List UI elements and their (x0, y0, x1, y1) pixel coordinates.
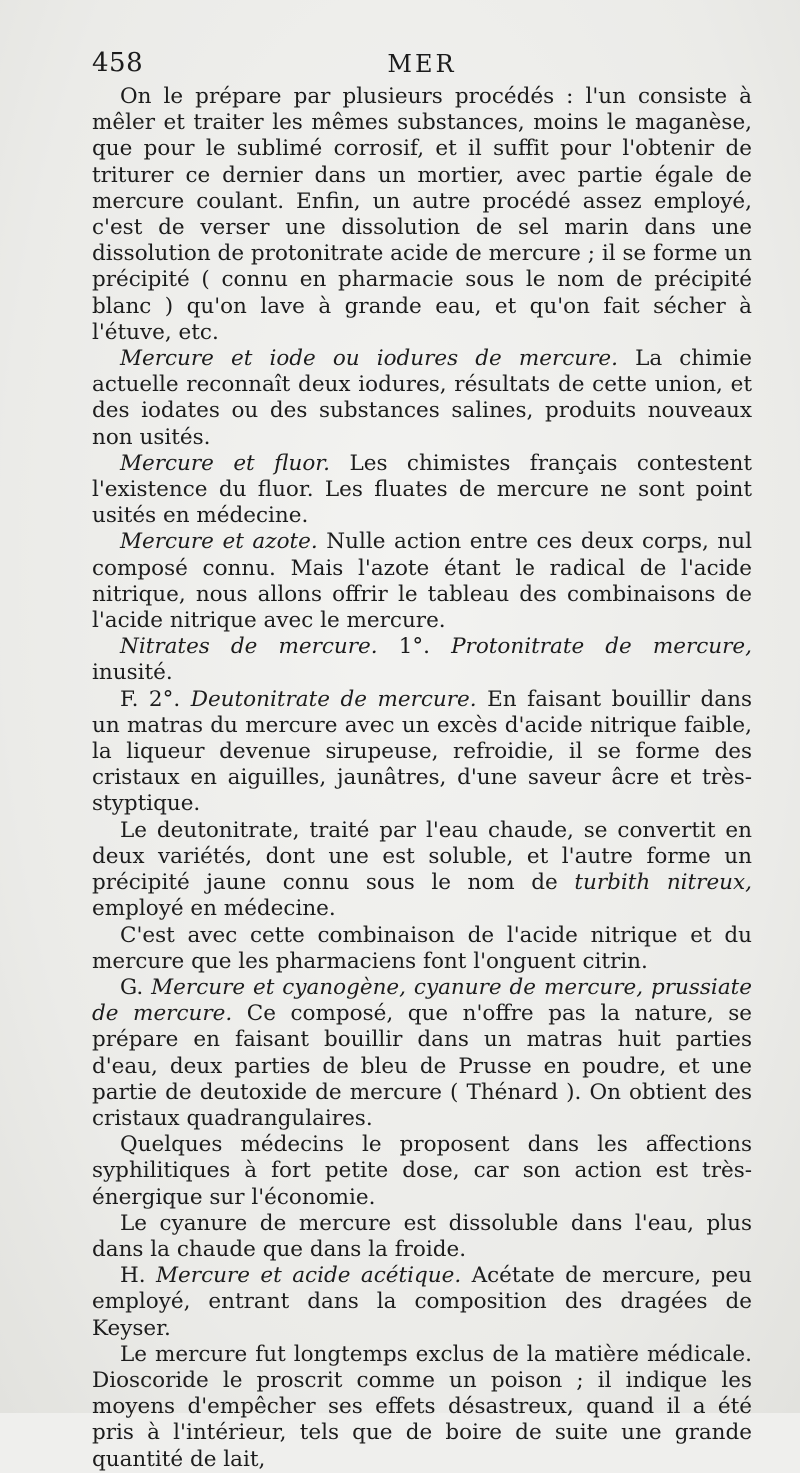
italic-heading-run: Mercure et azote. (120, 529, 318, 555)
italic-heading-run: turbith nitreux, (574, 870, 752, 896)
text-run: employé en médecine. (92, 896, 336, 922)
paragraph (92, 346, 752, 451)
text-run: Le mercure fut longtemps exclus de la matière médicale. Dioscoride le proscrit comme un poison ; il indique les moyens d'empêcher ses effets désastreux, quand il a été pris à l'intérieur, tels que de boire de suite une grande quantité de lait, (92, 1341, 752, 1472)
text-run: On le prépare par plusieurs procédés : l'un consiste à mêler et traiter les mêmes substances, moins le maganèse, que pour le sublimé corrosif, et il suffit pour l'obtenir de triturer ce dernier dans un mortier, avec partie égale de mercure coulant. Enfin, un autre procédé assez employé, c'est de verser une dissolution de sel marin dans une dissolution de protonitrate acide de mercure ; il se forme un précipité ( connu en pharmacie sous le nom de précipité blanc ) qu'on lave à grande eau, et qu'on fait sécher à l'étuve, etc. (92, 84, 752, 345)
text-run: H. (120, 1263, 157, 1289)
text-run: Le deutonitrate, traité par l'eau chaude, se convertit en deux variétés, dont une est soluble, et l'autre forme un précipité jaune connu sous le nom de (92, 817, 752, 896)
text-run: 1°. (377, 634, 452, 660)
text-run: Le cyanure de mercure est dissoluble dans l'eau, plus dans la chaude que dans la froide. (92, 1210, 752, 1262)
paragraph (92, 818, 752, 923)
italic-heading-run: Protonitrate de mercure, (451, 634, 752, 660)
text-run: Ce composé, que n'offre pas la nature, se prépare en faisant bouillir dans un matras huit parties d'eau, deux parties de bleu de Prusse en poudre, et une partie de deutoxide de mercure ( Thénard ). On obtient des cristaux quadrangulaires. (92, 1001, 753, 1131)
italic-heading-run: Mercure et cyanogène, cyanure de mercure, prussiate de mercure. (92, 974, 752, 1027)
paragraph (92, 1132, 752, 1211)
paragraph (92, 634, 752, 686)
text-run: En faisant bouillir dans un matras du mercure avec un excès d'acide nitrique faible, la liqueur devenue sirupeuse, refroidie, il se forme des cristaux en aiguilles, jaunâtres, d'une saveur âcre et très-styptique. (92, 686, 752, 817)
page-body (92, 84, 752, 1473)
text-run: Acétate de mercure, peu employé, entrant dans la composition des dragées de Keyser. (92, 1263, 752, 1341)
text-run: inusité. (92, 660, 173, 686)
paragraph (92, 84, 752, 346)
page-number: 458 (92, 48, 144, 78)
italic-heading-run: Mercure et acide acétique. (156, 1263, 462, 1289)
text-run: Quelques médecins le proposent dans les affections syphilitiques à fort petite dose, car son action est très-énergique sur l'économie. (92, 1132, 752, 1210)
paragraph (92, 529, 752, 634)
text-run: F. 2°. (120, 686, 191, 712)
paragraph (92, 1263, 752, 1342)
page-header (92, 48, 752, 82)
italic-heading-run: Deutonitrate de mercure. (190, 686, 477, 712)
italic-heading-run: Mercure et iode ou iodures de mercure. (120, 346, 618, 372)
text-run: C'est avec cette combinaison de l'acide nitrique et du mercure que les pharmaciens font l'onguent citrin. (92, 922, 752, 974)
text-run: G. (120, 974, 152, 1000)
text-run: La chimie actuelle reconnaît deux iodures, résultats de cette union, et des iodates ou des substances salines, produits nouveaux non usités. (92, 346, 753, 450)
paragraph (92, 451, 752, 530)
paragraph (92, 975, 752, 1132)
text-run: Nulle action entre ces deux corps, nul composé connu. Mais l'azote étant le radical de l'acide nitrique, nous allons offrir le tableau des combinaisons de l'acide nitrique avec le mercure. (92, 529, 752, 634)
italic-heading-run: Nitrates de mercure. (120, 634, 378, 660)
italic-heading-run: Mercure et fluor. (120, 450, 331, 476)
paragraph (92, 687, 752, 818)
text-run: Les chimistes français contestent l'existence du fluor. Les fluates de mercure ne sont point usités en médecine. (92, 450, 752, 529)
running-title: MER (387, 50, 457, 78)
paragraph (92, 1342, 752, 1473)
paragraph (92, 1211, 752, 1263)
paragraph (92, 923, 752, 975)
